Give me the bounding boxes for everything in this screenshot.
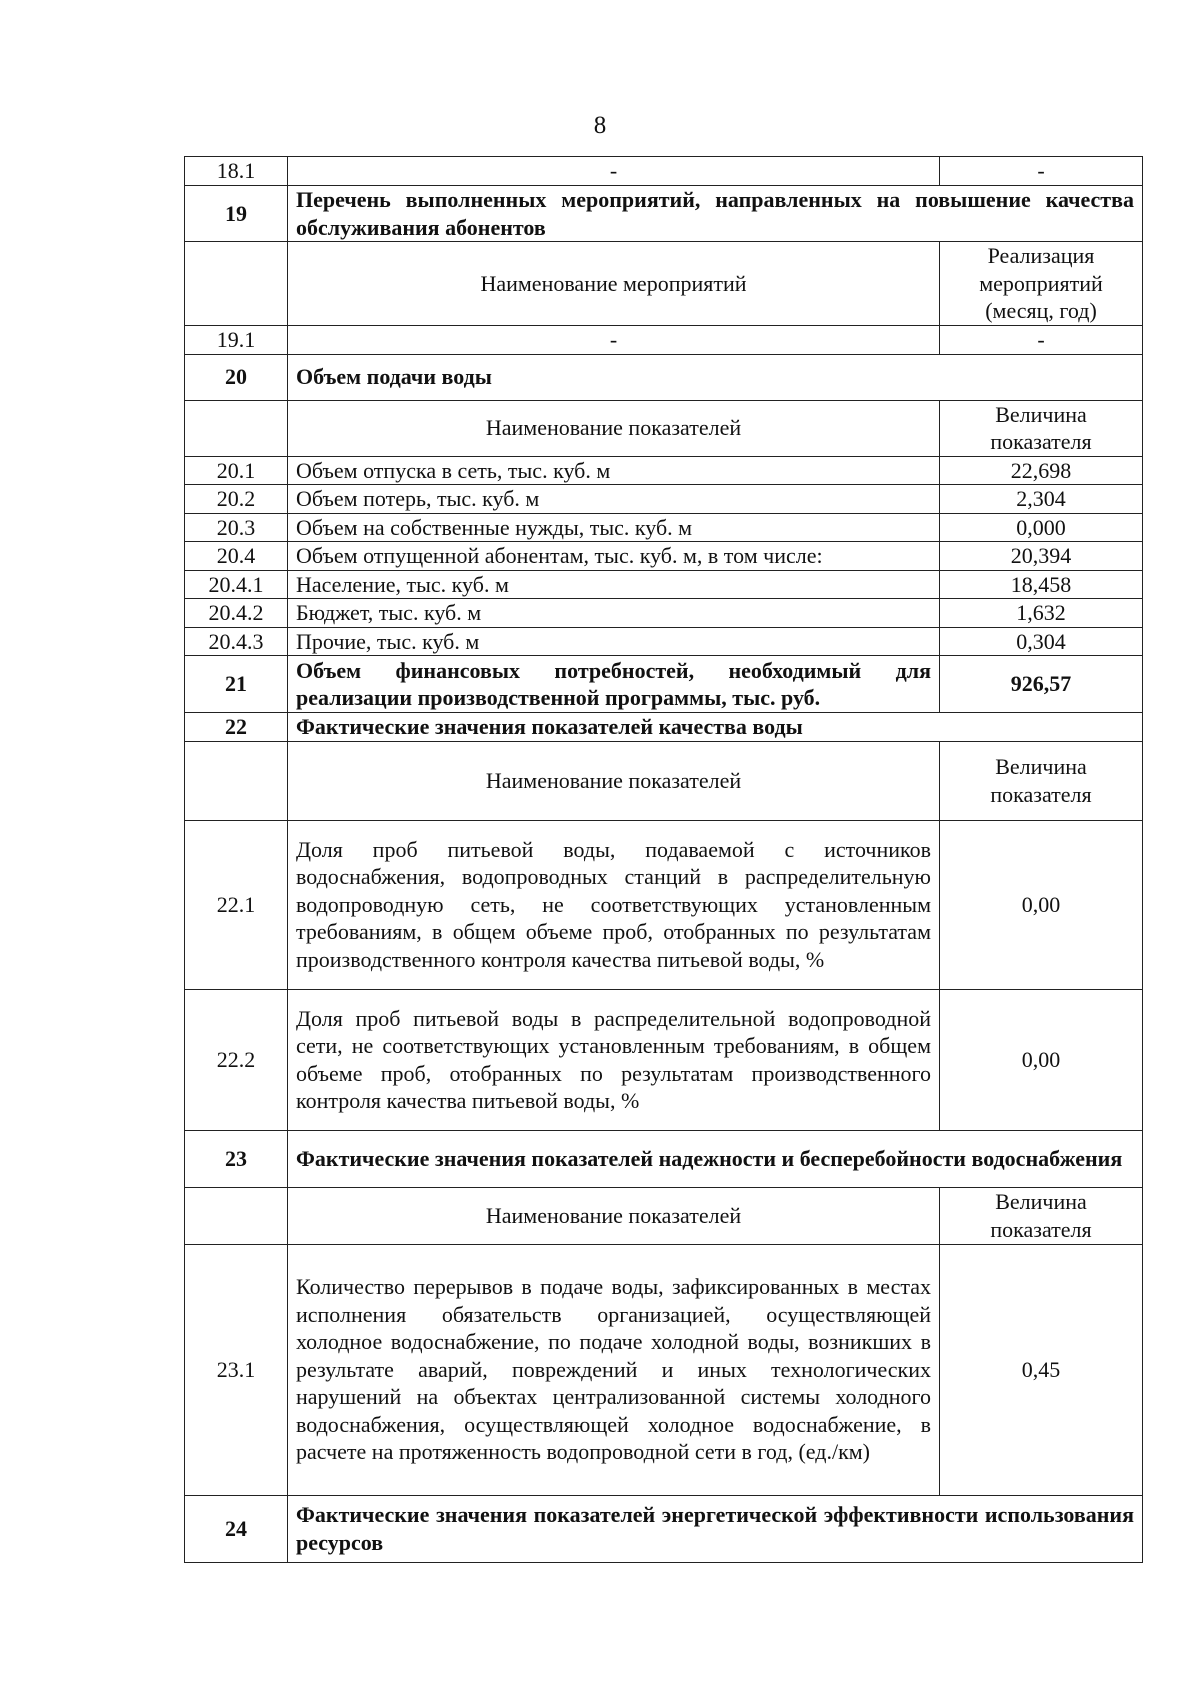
row-name: Население, тыс. куб. м <box>288 570 940 599</box>
table-row <box>185 456 1143 485</box>
row-name: Доля проб питьевой воды, подаваемой с источников водоснабжения, водопроводных станций в распределительную водопроводную сеть, не соответствующих установленным требованиям, в общем объеме проб, отобранных по результатам производственного контроля качества питьевой воды, % <box>288 820 940 989</box>
row-number: 18.1 <box>185 157 288 186</box>
table-row <box>185 1244 1143 1495</box>
column-header-name: Наименование показателей <box>288 400 940 456</box>
section-number: 21 <box>185 656 288 713</box>
table-row <box>185 627 1143 656</box>
row-value: 0,45 <box>940 1244 1143 1495</box>
indicators-table <box>184 156 1143 1563</box>
section-row <box>185 354 1143 400</box>
section-number: 20 <box>185 354 288 400</box>
empty-cell <box>185 400 288 456</box>
row-value: - <box>940 326 1143 355</box>
column-header-value: Величина показателя <box>940 1187 1143 1244</box>
section-title: Фактические значения показателей энергетической эффективности использования ресурсов <box>288 1495 1143 1562</box>
table-row <box>185 989 1143 1130</box>
row-number: 23.1 <box>185 1244 288 1495</box>
empty-cell <box>185 1187 288 1244</box>
section-title: Объем финансовых потребностей, необходимый для реализации производственной программы, тыс. руб. <box>288 656 940 713</box>
column-header-value: Величина показателя <box>940 741 1143 820</box>
section-row <box>185 1130 1143 1187</box>
section-row <box>185 186 1143 242</box>
row-value: 0,000 <box>940 513 1143 542</box>
table-row <box>185 513 1143 542</box>
row-value: 2,304 <box>940 485 1143 514</box>
column-header-name: Наименование показателей <box>288 741 940 820</box>
section-title: Фактические значения показателей качества воды <box>288 713 1143 742</box>
table-header-row <box>185 242 1143 326</box>
empty-cell <box>185 242 288 326</box>
section-title: Объем подачи воды <box>288 354 1143 400</box>
row-number: 20.4.3 <box>185 627 288 656</box>
section-number: 19 <box>185 186 288 242</box>
row-name: Прочие, тыс. куб. м <box>288 627 940 656</box>
table-row <box>185 326 1143 355</box>
row-value: 1,632 <box>940 599 1143 628</box>
row-value: - <box>940 157 1143 186</box>
row-name: Объем отпущенной абонентам, тыс. куб. м, в том числе: <box>288 542 940 571</box>
row-number: 19.1 <box>185 326 288 355</box>
row-name: - <box>288 326 940 355</box>
row-value: 18,458 <box>940 570 1143 599</box>
row-name: Бюджет, тыс. куб. м <box>288 599 940 628</box>
page-number: 8 <box>593 112 607 139</box>
table-row <box>185 157 1143 186</box>
row-name: Доля проб питьевой воды в распределительной водопроводной сети, не соответствующих установленным требованиям, в общем объеме проб, отобранных по результатам производственного контроля качества питьевой воды, % <box>288 989 940 1130</box>
table-row <box>185 485 1143 514</box>
section-number: 24 <box>185 1495 288 1562</box>
row-name: - <box>288 157 940 186</box>
row-number: 20.4 <box>185 542 288 571</box>
section-title: Перечень выполненных мероприятий, направленных на повышение качества обслуживания абонентов <box>288 186 1143 242</box>
section-number: 22 <box>185 713 288 742</box>
table-header-row <box>185 1187 1143 1244</box>
section-value: 926,57 <box>940 656 1143 713</box>
row-number: 20.3 <box>185 513 288 542</box>
column-header-name: Наименование мероприятий <box>288 242 940 326</box>
table-header-row <box>185 400 1143 456</box>
row-value: 22,698 <box>940 456 1143 485</box>
section-row <box>185 713 1143 742</box>
row-name: Объем на собственные нужды, тыс. куб. м <box>288 513 940 542</box>
empty-cell <box>185 741 288 820</box>
table-row <box>185 542 1143 571</box>
row-value: 0,304 <box>940 627 1143 656</box>
section-row <box>185 656 1143 713</box>
row-number: 20.4.1 <box>185 570 288 599</box>
row-number: 20.1 <box>185 456 288 485</box>
section-title: Фактические значения показателей надежности и бесперебойности водоснабжения <box>288 1130 1143 1187</box>
row-value: 0,00 <box>940 820 1143 989</box>
section-number: 23 <box>185 1130 288 1187</box>
row-number: 20.2 <box>185 485 288 514</box>
section-row <box>185 1495 1143 1562</box>
column-header-value: Величина показателя <box>940 400 1143 456</box>
row-number: 22.2 <box>185 989 288 1130</box>
row-value: 0,00 <box>940 989 1143 1130</box>
table-row <box>185 820 1143 989</box>
table-header-row <box>185 741 1143 820</box>
row-name: Количество перерывов в подаче воды, зафиксированных в местах исполнения обязательств организацией, осуществляющей холодное водоснабжение, по подаче холодной воды, возникших в результате аварий, повреждений и иных технологических нарушений на объектах централизованной системы холодного водоснабжения, осуществляющей холодное водоснабжение, в расчете на протяженность водопроводной сети в год, (ед./км) <box>288 1244 940 1495</box>
table-row <box>185 599 1143 628</box>
row-name: Объем отпуска в сеть, тыс. куб. м <box>288 456 940 485</box>
table-row <box>185 570 1143 599</box>
row-number: 22.1 <box>185 820 288 989</box>
row-number: 20.4.2 <box>185 599 288 628</box>
row-value: 20,394 <box>940 542 1143 571</box>
column-header-name: Наименование показателей <box>288 1187 940 1244</box>
column-header-value: Реализация мероприятий (месяц, год) <box>940 242 1143 326</box>
row-name: Объем потерь, тыс. куб. м <box>288 485 940 514</box>
